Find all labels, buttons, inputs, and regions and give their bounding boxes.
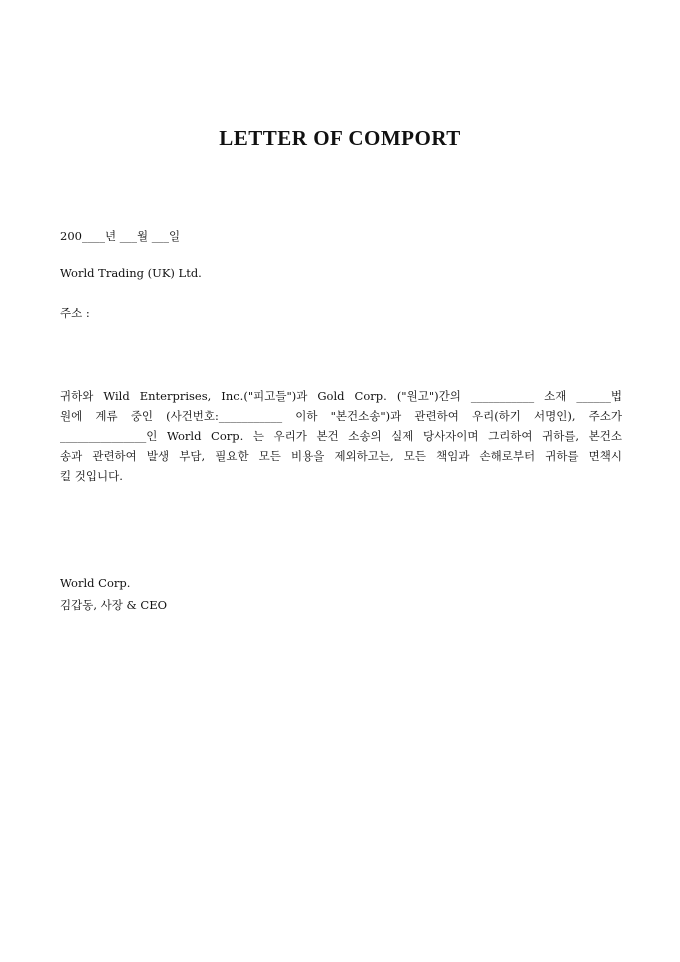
body-line: 킬 것입니다. (60, 469, 123, 483)
signature-company: World Corp. (60, 576, 131, 590)
body-line: 송과 관련하여 발생 부담, 필요한 모든 비용을 제외하고는, 모든 책임과 손해로부터 귀하를 면책시 (60, 449, 622, 463)
signature-signer: 김갑동, 사장 & CEO (60, 598, 168, 612)
date-line: 200____년 ___월 ___일 (60, 229, 181, 243)
address-label: 주소 : (60, 306, 90, 320)
addressee: World Trading (UK) Ltd. (60, 266, 202, 280)
body-line: _______________인 World Corp. 는 우리가 본건 소송의 실제 당사자이며 그리하여 귀하를, 본건소 (60, 429, 622, 443)
document-title: LETTER OF COMPORT (219, 126, 461, 150)
body-line: 원에 계류 중인 (사건번호:___________ 이하 "본건소송")과 관련하여 우리(하기 서명인), 주소가 (60, 409, 622, 423)
body-line: 귀하와 Wild Enterprises, Inc.("피고들")과 Gold Corp. ("원고")간의 ___________ 소재 ______법 (60, 389, 622, 403)
letter-body (60, 386, 622, 486)
